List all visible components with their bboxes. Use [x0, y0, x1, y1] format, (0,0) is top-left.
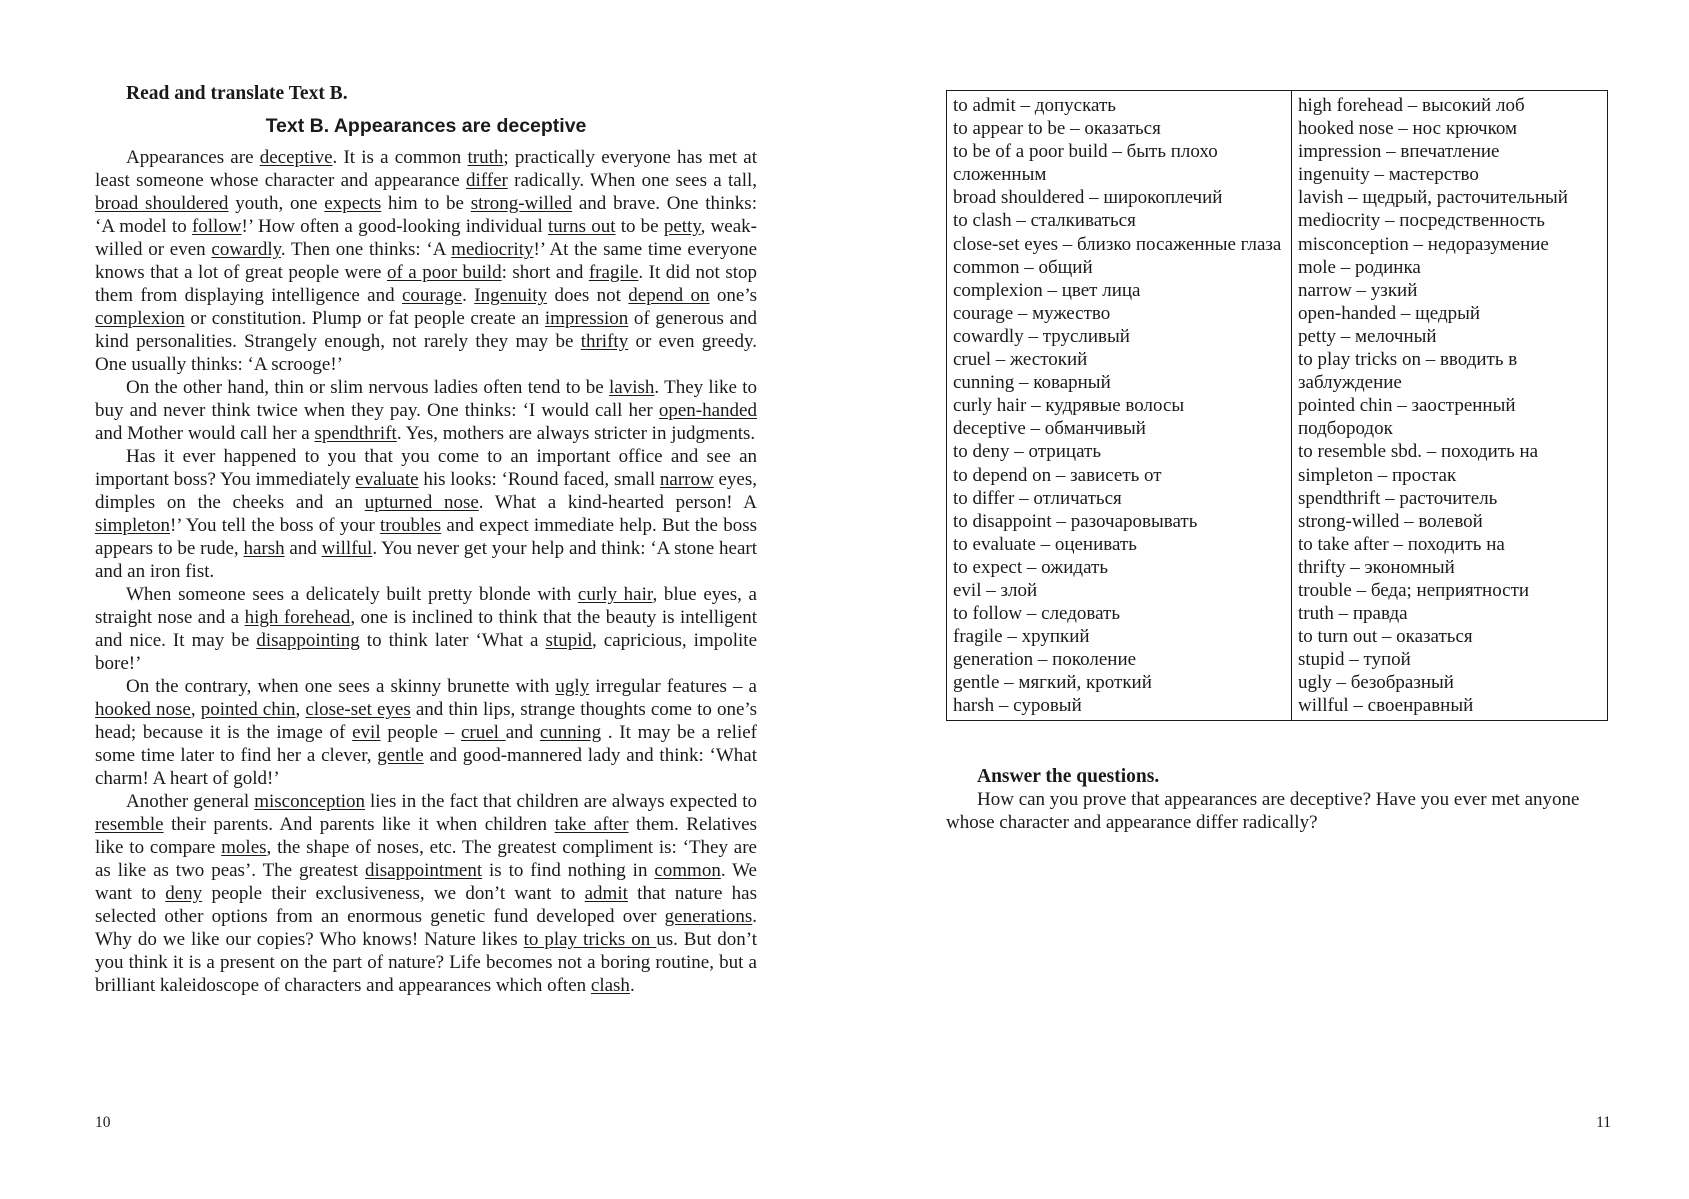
vocabulary-word: stupid [545, 630, 592, 651]
vocabulary-word: cowardly [211, 239, 281, 260]
text-run: . It may be a relief some time later to find her a clever, [95, 722, 757, 766]
vocabulary-entry: high forehead – высокий лоб [1298, 95, 1525, 116]
text-run: him to be [381, 193, 471, 214]
vocabulary-entry: close-set eyes – близко посаженные глаза [953, 233, 1282, 255]
vocabulary-word: expects [324, 193, 382, 214]
text-run: radically. When one sees a tall, [507, 170, 757, 191]
text-run: youth, one [228, 193, 325, 214]
vocabulary-entry: gentle – мягкий, кроткий [953, 672, 1152, 694]
text-run: and expect immediate help. But the boss appears to be rude, [95, 515, 757, 559]
vocabulary-table [946, 90, 1608, 721]
text-run: . [629, 975, 635, 996]
text-paragraph [95, 376, 757, 445]
vocabulary-word: spendthrift [314, 423, 397, 444]
text-run: and good-mannered lady and think: ‘What charm! A heart of gold!’ [95, 745, 757, 789]
vocabulary-word: upturned nose [364, 492, 479, 513]
vocabulary-word: evil [352, 722, 381, 743]
vocabulary-word: of a poor build [386, 262, 502, 283]
text-run: , blue eyes, a straight nose and a [95, 584, 757, 628]
text-run: them. Relatives like to compare [95, 814, 757, 858]
vocabulary-entry: to deny – отрицать [953, 441, 1101, 463]
vocabulary-entry: willful – своенравный [1298, 695, 1474, 717]
vocabulary-word: evaluate [355, 469, 419, 490]
text-run: , capricious, impolite bore!’ [95, 630, 757, 674]
instruction-heading: Read and translate Text B. [126, 83, 348, 104]
vocabulary-entry: to take after – походить на [1298, 533, 1505, 555]
vocabulary-word: common [654, 860, 721, 881]
vocabulary-column-right [1292, 91, 1608, 721]
vocabulary-entry: narrow – узкий [1298, 279, 1418, 301]
vocabulary-entry: ingenuity – мастерство [1298, 164, 1479, 186]
left-page-content [95, 82, 757, 997]
vocabulary-word: cruel [460, 722, 506, 743]
vocabulary-row [947, 91, 1608, 721]
text-run: , [190, 699, 201, 720]
vocabulary-word: turns out [547, 216, 616, 237]
text-run: , weak-willed or even [95, 216, 757, 260]
vocabulary-entry: evil – злой [953, 579, 1038, 601]
vocabulary-word: moles [221, 837, 267, 858]
text-run: . It did not stop them from displaying intelligence and [95, 262, 757, 306]
vocabulary-entry: common – общий [953, 256, 1093, 278]
vocabulary-word: deny [165, 883, 203, 904]
vocabulary-entry: thrifty – экономный [1298, 556, 1455, 578]
text-run: Appearances are [126, 147, 260, 168]
vocabulary-entry: cruel – жестокий [953, 349, 1088, 371]
vocabulary-word: follow [191, 216, 242, 237]
text-run: their parents. And parents like it when children [163, 814, 555, 835]
answer-questions-text: How can you prove that appearances are deceptive? Have you ever met anyone whose character and appearance differ radically? [946, 789, 1580, 833]
vocabulary-entry: truth – правда [1298, 603, 1408, 625]
vocabulary-entry: to turn out – оказаться [1298, 626, 1473, 648]
vocabulary-entry: to be of a poor build – быть плохо сложенным [953, 141, 1218, 186]
vocabulary-entry: open-handed – щедрый [1298, 302, 1481, 324]
text-run: On the other hand, thin or slim nervous ladies often tend to be [126, 377, 610, 398]
vocabulary-entry: to play tricks on – вводить в заблуждение [1298, 349, 1518, 394]
right-page [844, 0, 1689, 1199]
vocabulary-word: clash [590, 975, 630, 996]
vocabulary-entry: deceptive – обманчивый [953, 418, 1146, 440]
vocabulary-entry: stupid – тупой [1298, 649, 1411, 671]
text-run: lies in the fact that children are always expected to [365, 791, 757, 812]
vocabulary-word: thrifty [580, 331, 629, 352]
text-run: to think later ‘What a [359, 630, 546, 651]
vocabulary-entry: to differ – отличаться [953, 487, 1122, 509]
text-paragraph [95, 445, 757, 583]
text-run: eyes, dimples on the cheeks and an [95, 469, 757, 513]
vocabulary-word: ugly [555, 676, 590, 697]
vocabulary-entry: spendthrift – расточитель [1298, 487, 1498, 509]
text-run: , the shape of noses, etc. The greatest compliment is: ‘They are as like as two peas’. The greatest [95, 837, 757, 881]
text-paragraph [95, 146, 757, 376]
text-run: !’ How often a good-looking individual [241, 216, 548, 237]
text-run: that nature has selected other options from an enormous genetic fund developed over [95, 883, 757, 927]
page-number-right: 11 [1596, 1114, 1611, 1131]
vocabulary-entry: mole – родинка [1298, 256, 1421, 278]
vocabulary-entry: to depend on – зависеть от [953, 464, 1162, 486]
text-run: . It is a common [332, 147, 468, 168]
vocabulary-entry: to appear to be – оказаться [953, 118, 1161, 140]
vocabulary-entry: strong-willed – волевой [1298, 510, 1483, 532]
vocabulary-entry: trouble – беда; неприятности [1298, 579, 1530, 601]
vocabulary-word: strong-willed [470, 193, 573, 214]
vocabulary-word: broad shouldered [95, 193, 229, 214]
answer-heading: Answer the questions. [977, 766, 1160, 787]
text-run: . Then one thinks: ‘A [280, 239, 452, 260]
vocabulary-word: mediocrity [451, 239, 534, 260]
vocabulary-entry: mediocrity – посредственность [1298, 210, 1545, 232]
text-run: is to find nothing in [482, 860, 655, 881]
vocabulary-word: close-set eyes [305, 699, 411, 720]
vocabulary-entry: cowardly – трусливый [953, 325, 1130, 347]
text-run: Has it ever happened to you that you come to an important office and see an important boss? You immediately [95, 446, 757, 490]
vocabulary-entry: to follow – следовать [953, 603, 1121, 625]
vocabulary-entry: petty – мелочный [1298, 325, 1437, 347]
vocabulary-word: truth [467, 147, 504, 168]
vocabulary-word: pointed chin [200, 699, 296, 720]
vocabulary-word: impression [544, 308, 629, 329]
vocabulary-entry: to admit – допускать [953, 95, 1116, 116]
text-run: of generous and kind personalities. Strangely enough, not rarely they may be [95, 308, 757, 352]
vocabulary-word: complexion [95, 308, 185, 329]
vocabulary-word: fragile [588, 262, 639, 283]
vocabulary-word: open-handed [658, 400, 757, 421]
vocabulary-word: disappointing [256, 630, 360, 651]
text-paragraph [95, 583, 757, 675]
vocabulary-column-left [947, 91, 1292, 721]
text-run: and [284, 538, 322, 559]
vocabulary-entry: generation – поколение [953, 649, 1137, 671]
vocabulary-entry: pointed chin – заостренный подбородок [1298, 395, 1516, 440]
vocabulary-entry: ugly – безобразный [1298, 672, 1454, 694]
text-run: . Why do we like our copies? Who knows! Nature likes [95, 906, 757, 950]
vocabulary-word: gentle [377, 745, 424, 766]
text-run: . You never get your help and think: ‘A stone heart and an iron fist. [95, 538, 758, 582]
text-run: and thin lips, strange thoughts come to one’s head; because it is the image of [95, 699, 758, 743]
text-run: When someone sees a delicately built pretty blonde with [126, 584, 578, 605]
text-run: people their exclusiveness, we don’t want to [202, 883, 585, 904]
text-run: . [462, 285, 475, 306]
vocabulary-word: admit [584, 883, 628, 904]
text-run: . What a kind-hearted person! A [478, 492, 757, 513]
text-run: people – [380, 722, 461, 743]
vocabulary-word: harsh [243, 538, 285, 559]
vocabulary-entry: to evaluate – оценивать [953, 533, 1137, 555]
answer-section [946, 765, 1608, 834]
vocabulary-entry: to clash – сталкиваться [953, 210, 1136, 232]
text-run: . Yes, mothers are always stricter in judgments. [396, 423, 756, 444]
vocabulary-word: deceptive [259, 147, 333, 168]
vocabulary-entry: to expect – ожидать [953, 556, 1109, 578]
vocabulary-entry: harsh – суровый [953, 695, 1082, 717]
vocabulary-word: misconception [254, 791, 366, 812]
text-run: Another general [126, 791, 255, 812]
vocabulary-entry: complexion – цвет лица [953, 279, 1141, 301]
vocabulary-word: take after [554, 814, 629, 835]
text-run: . We want to [95, 860, 757, 904]
vocabulary-word: lavish [609, 377, 655, 398]
vocabulary-word: differ [465, 170, 508, 191]
text-run: or constitution. Plump or fat people create an [184, 308, 545, 329]
text-run: , one is inclined to think that the beauty is intelligent and nice. It may be [95, 607, 758, 651]
text-run: : short and [501, 262, 589, 283]
vocabulary-word: resemble [95, 814, 164, 835]
text-run: !’ At the same time everyone knows that a lot of great people were [95, 239, 758, 283]
text-run: and [505, 722, 540, 743]
vocabulary-word: high forehead [244, 607, 351, 628]
vocabulary-word: petty [663, 216, 701, 237]
text-run: does not [547, 285, 629, 306]
text-paragraph [95, 790, 757, 997]
text-run: or even greedy. One usually thinks: ‘A scrooge!’ [95, 331, 758, 375]
vocabulary-word: hooked nose [95, 699, 191, 720]
vocabulary-entry: cunning – коварный [953, 372, 1111, 394]
text-run: , [295, 699, 306, 720]
left-page [0, 0, 844, 1199]
text-run: us. But don’t you think it is a present on the part of nature? Life becomes not a boring routine, but a brilliant kaleidoscope of characters and appearances which often [95, 929, 757, 996]
text-run: and brave. One thinks: ‘A model to [95, 193, 757, 237]
vocabulary-entry: curly hair – кудрявые волосы [953, 395, 1185, 417]
page-number-left: 10 [95, 1114, 111, 1131]
vocabulary-word: to play tricks on [523, 929, 657, 950]
text-run: . They like to buy and never think twice when they pay. One thinks: ‘I would call her [95, 377, 757, 421]
vocabulary-entry: hooked nose – нос крючком [1298, 118, 1518, 140]
text-run: one’s [709, 285, 758, 306]
vocabulary-word: Ingenuity [474, 285, 548, 306]
vocabulary-entry: to disappoint – разочаровывать [953, 510, 1198, 532]
text-run: On the contrary, when one sees a skinny brunette with [126, 676, 556, 697]
text-run: his looks: ‘Round faced, small [418, 469, 660, 490]
vocabulary-word: cunning [539, 722, 602, 743]
vocabulary-word: depend on [628, 285, 710, 306]
vocabulary-entry: broad shouldered – широкоплечий [953, 187, 1223, 209]
text-run: and Mother would call her a [95, 423, 315, 444]
text-run: irregular features – a [589, 676, 757, 697]
vocabulary-entry: lavish – щедрый, расточительный [1298, 187, 1568, 209]
text-body [95, 146, 757, 997]
vocabulary-word: curly hair [577, 584, 653, 605]
vocabulary-entry: simpleton – простак [1298, 464, 1457, 486]
text-title: Text B. Appearances are deceptive [265, 115, 587, 137]
text-run: to be [615, 216, 664, 237]
vocabulary-word: disappointment [364, 860, 483, 881]
text-run: !’ You tell the boss of your [169, 515, 380, 536]
text-paragraph [95, 675, 757, 790]
vocabulary-word: troubles [379, 515, 442, 536]
vocabulary-entry: misconception – недоразумение [1298, 233, 1549, 255]
vocabulary-word: generations [664, 906, 753, 927]
vocabulary-entry: fragile – хрупкий [953, 626, 1090, 648]
vocabulary-word: simpleton [95, 515, 170, 536]
vocabulary-entry: impression – впечатление [1298, 141, 1500, 163]
vocabulary-word: willful [321, 538, 373, 559]
text-run: ; practically everyone has met at least someone whose character and appearance [95, 147, 757, 191]
vocabulary-word: narrow [659, 469, 714, 490]
vocabulary-word: courage [401, 285, 463, 306]
vocabulary-entry: courage – мужество [953, 302, 1111, 324]
vocabulary-entry: to resemble sbd. – походить на [1298, 441, 1539, 463]
